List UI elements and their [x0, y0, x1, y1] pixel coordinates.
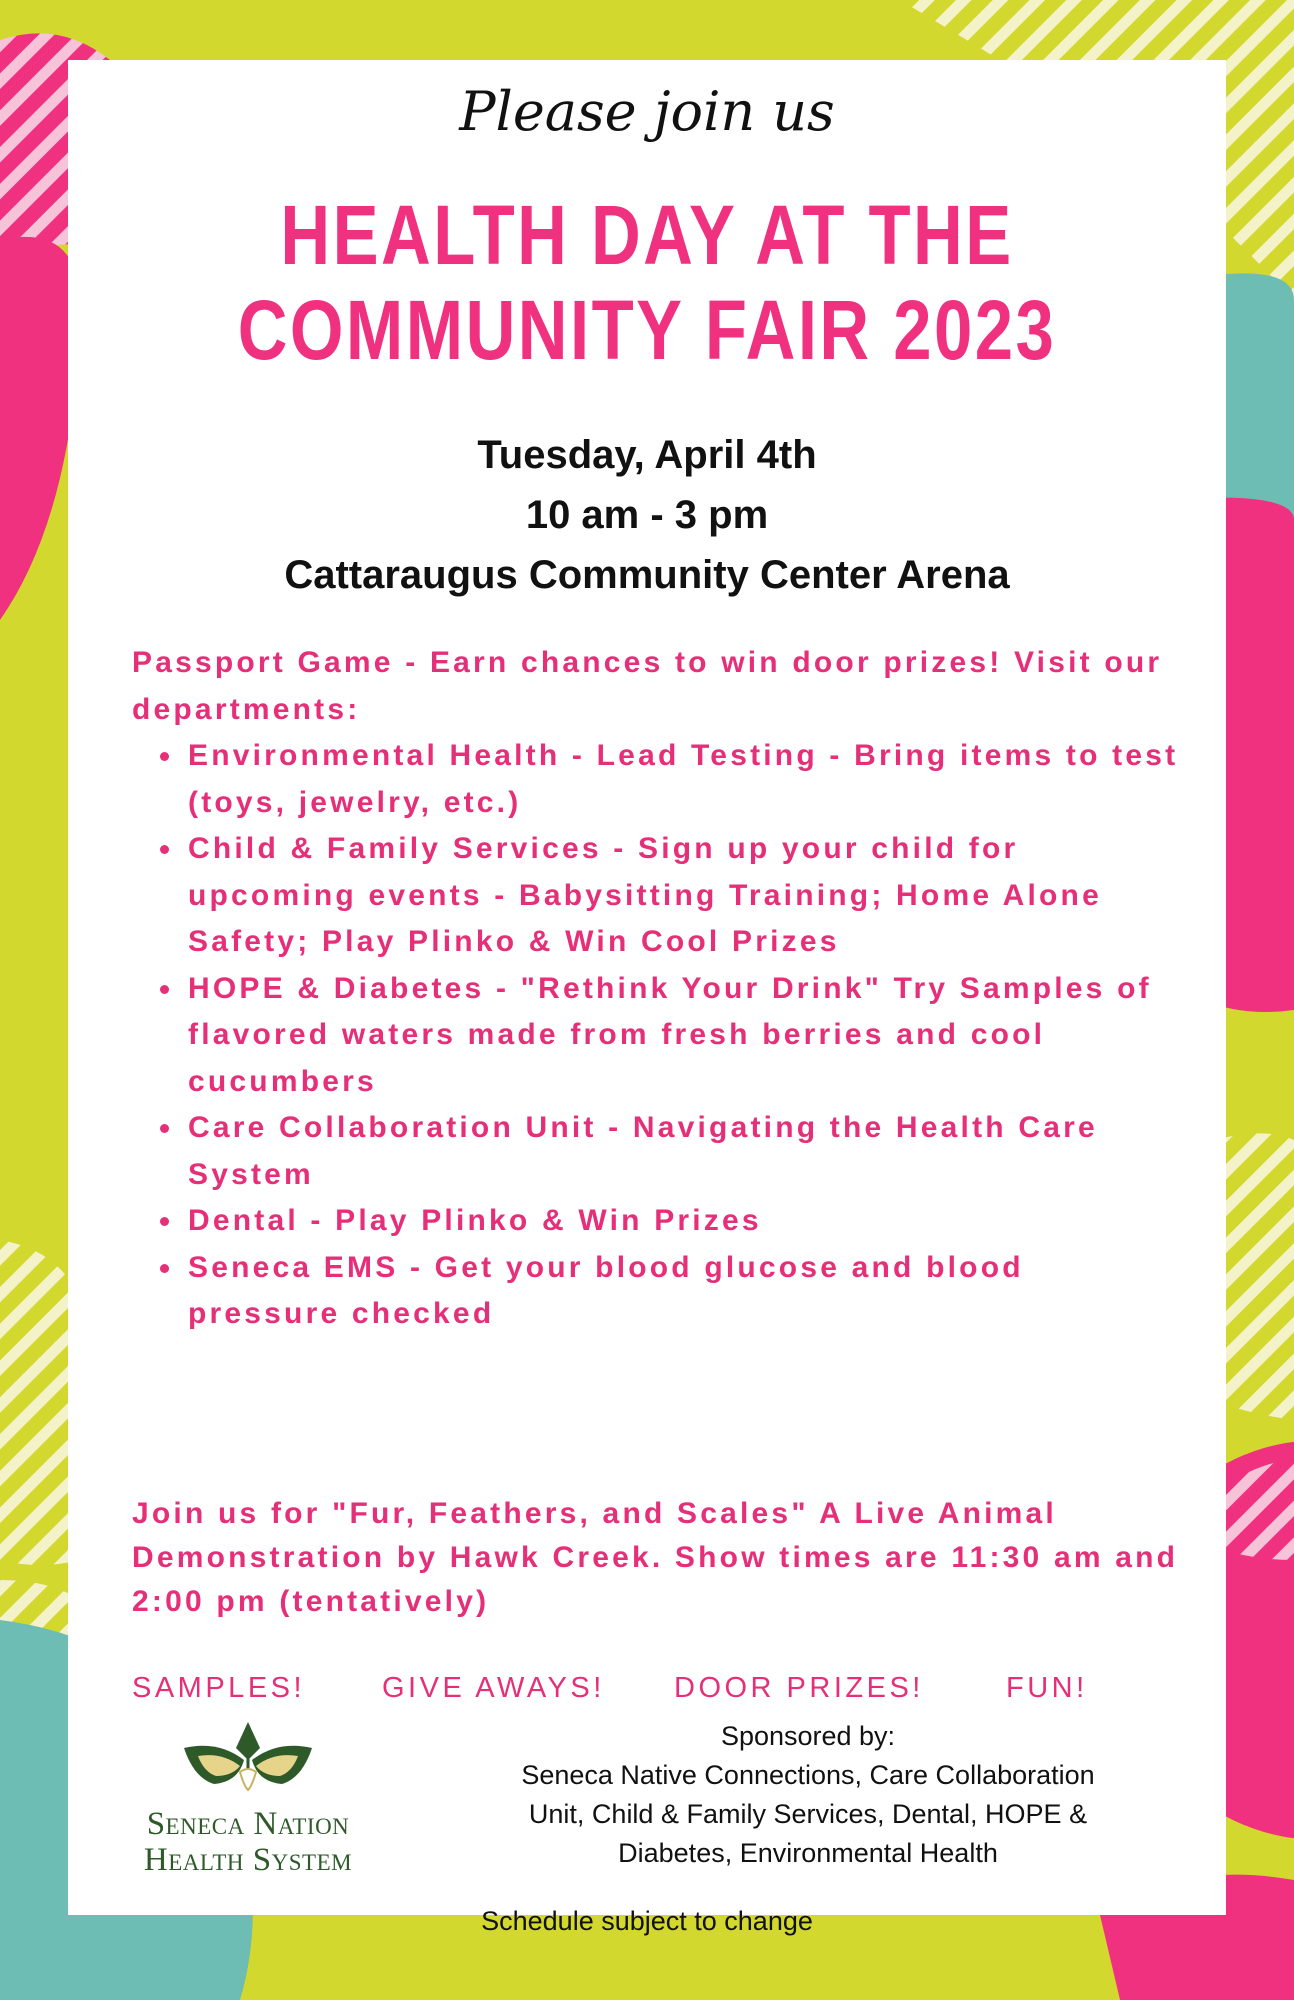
passport-game-section	[132, 640, 1182, 1338]
sponsor-line: Diabetes, Environmental Health	[618, 1838, 998, 1868]
schedule-footnote: Schedule subject to change	[481, 1906, 813, 1936]
sponsor-heading: Sponsored by:	[720, 1721, 896, 1751]
department-item: • Seneca EMS - Get your blood glucose and blood pressure checked	[184, 1245, 1182, 1338]
seneca-nation-logo	[118, 1720, 378, 1878]
logo-line-1: Seneca Nation	[146, 1806, 350, 1842]
department-item: • Care Collaboration Unit - Navigating the Health Care System	[184, 1105, 1182, 1198]
flyer-card	[68, 60, 1226, 1915]
sponsor-section	[408, 1717, 1208, 1873]
event-details	[68, 425, 1226, 605]
highlight-fun: FUN!	[1006, 1672, 1088, 1704]
logo-line-2: Health System	[143, 1842, 353, 1878]
intro-heading: Please join us	[459, 80, 835, 143]
department-item: • HOPE & Diabetes - "Rethink Your Drink" Try Samples of flavored waters made from fresh berries and cool cucumbers	[184, 966, 1182, 1106]
animal-demonstration-text: Join us for "Fur, Feathers, and Scales" A Live Animal Demonstration by Hawk Creek. Show times are 11:30 am and 2:00 pm (tentatively)	[132, 1497, 1179, 1618]
highlight-door-prizes: DOOR PRIZES!	[674, 1672, 924, 1704]
sponsor-line: Unit, Child & Family Services, Dental, HOPE &	[528, 1799, 1088, 1829]
highlight-samples: SAMPLES!	[132, 1672, 306, 1704]
event-location: Cattaraugus Community Center Arena	[284, 553, 1010, 597]
sponsor-line: Seneca Native Connections, Care Collaboration	[521, 1760, 1095, 1790]
title-line-2: COMMUNITY FAIR 2023	[237, 283, 1057, 377]
leaf-icon	[178, 1720, 318, 1810]
department-item: • Environmental Health - Lead Testing - Bring items to test (toys, jewelry, etc.)	[184, 733, 1182, 826]
highlight-give-aways: GIVE AWAYS!	[382, 1672, 605, 1704]
passport-intro: Passport Game - Earn chances to win door prizes! Visit our departments:	[132, 646, 1163, 726]
department-list	[132, 733, 1182, 1338]
title-line-1: HEALTH DAY AT THE	[280, 188, 1014, 282]
event-date: Tuesday, April 4th	[477, 433, 817, 477]
event-title	[172, 188, 1122, 378]
event-time: 10 am - 3 pm	[525, 493, 769, 537]
department-item: • Child & Family Services - Sign up your child for upcoming events - Babysitting Training; Home Alone Safety; Play Plinko & Win Cool Prizes	[184, 826, 1182, 966]
logo-wordmark	[118, 1806, 378, 1878]
department-item: • Dental - Play Plinko & Win Prizes	[184, 1198, 1182, 1245]
